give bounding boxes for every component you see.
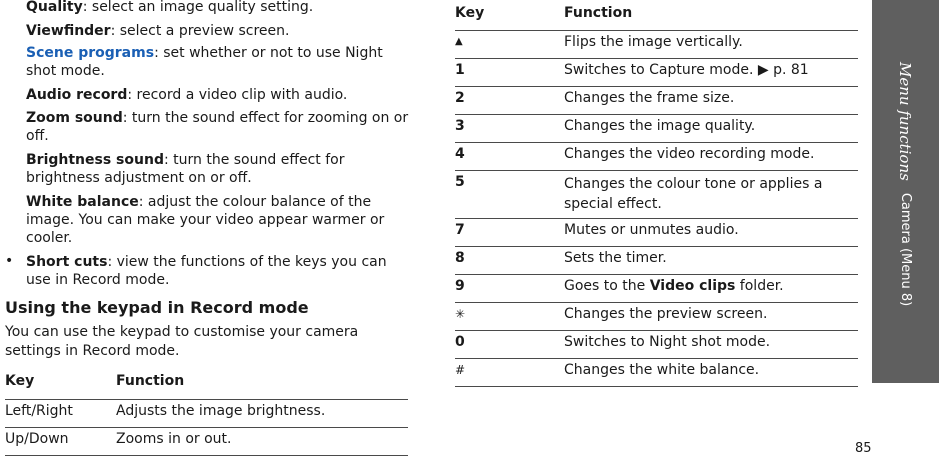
row-function: Changes the image quality. (564, 117, 756, 134)
table-row (455, 246, 858, 274)
sidebar-label (872, 0, 939, 383)
table-row (455, 86, 858, 114)
desc-quality: : select an image quality setting. (82, 0, 314, 15)
sidebar-subsection: Camera (Menu 8) (898, 192, 913, 307)
row-key: Left/Right (5, 402, 73, 419)
row-key: 8 (455, 249, 465, 266)
term-short-cuts: Short cuts (26, 254, 108, 270)
row-function: Changes the colour tone or applies a special effect. (564, 175, 823, 212)
desc-short-cuts: : view the functions of the keys you can use in Record mode. (26, 254, 387, 288)
table-right-header (455, 2, 858, 30)
row-function: Adjusts the image brightness. (116, 402, 326, 419)
desc-brightness-sound: : turn the sound effect for brightness adjustment on or off. (26, 152, 345, 186)
intro-paragraph: You can use the keypad to customise your camera settings in Record mode. (5, 324, 359, 359)
item-white-balance (26, 193, 411, 247)
hash-icon: # (455, 362, 466, 377)
bullet-icon: • (5, 253, 14, 269)
row-key: 9 (455, 277, 465, 294)
header-function: Function (564, 5, 633, 21)
desc-audio-record: : record a video clip with audio. (127, 87, 348, 103)
term-quality: Quality (26, 0, 83, 15)
term-scene-programs: Scene programs (26, 45, 155, 61)
table-row (455, 302, 858, 330)
item-scene-programs (26, 44, 411, 80)
row-key: 7 (455, 221, 465, 238)
table-row (455, 170, 858, 218)
table-row (455, 218, 858, 246)
table-row (455, 274, 858, 302)
row-key: 4 (455, 145, 465, 162)
row-function-after: folder. (735, 277, 784, 294)
table-right (455, 2, 858, 387)
term-white-balance: White balance (26, 194, 139, 210)
chapter-sidebar (872, 0, 939, 383)
table-row (455, 142, 858, 170)
item-quality (26, 0, 411, 16)
row-key: 0 (455, 333, 465, 350)
table-row (455, 330, 858, 358)
desc-scene-programs: : set whether or not to use Night shot mode. (26, 45, 383, 79)
table-row (5, 399, 408, 427)
header-key: Key (5, 373, 35, 389)
row-function: Mutes or unmutes audio. (564, 221, 739, 238)
item-zoom-sound (26, 109, 411, 145)
row-function: Flips the image vertically. (564, 33, 743, 50)
table-left (5, 370, 408, 456)
up-arrow-icon: ▲ (455, 35, 463, 47)
term-zoom-sound: Zoom sound (26, 110, 123, 126)
header-function: Function (116, 373, 185, 389)
item-brightness-sound (26, 151, 411, 187)
row-key: 3 (455, 117, 465, 134)
row-function: Changes the white balance. (564, 361, 760, 378)
item-audio-record (26, 86, 411, 104)
section-heading: Using the keypad in Record mode (5, 298, 309, 317)
row-key: Up/Down (5, 430, 69, 447)
desc-zoom-sound: : turn the sound effect for zooming on or off. (26, 110, 409, 144)
row-function: Changes the video recording mode. (564, 145, 815, 162)
row-function: Zooms in or out. (116, 430, 232, 447)
table-row (455, 114, 858, 142)
page-number: 85 (855, 441, 872, 456)
table-row (5, 427, 408, 455)
row-function: Switches to Night shot mode. (564, 333, 771, 350)
term-audio-record: Audio record (26, 87, 128, 103)
asterisk-icon: ✳ (455, 306, 466, 321)
row-function: Switches to Capture mode. ▶ p. 81 (564, 61, 809, 78)
row-key: 2 (455, 89, 465, 106)
item-short-cuts (26, 253, 411, 289)
item-viewfinder (26, 22, 411, 40)
row-function: Changes the preview screen. (564, 305, 768, 322)
row-function-text: Goes to the (564, 277, 650, 294)
term-brightness-sound: Brightness sound (26, 152, 164, 168)
header-key: Key (455, 5, 485, 21)
table-row (455, 358, 858, 386)
table-row (455, 30, 858, 58)
desc-white-balance: : adjust the colour balance of the image. You can make your video appear warmer or cooler. (26, 194, 385, 246)
sidebar-section: Menu functions (896, 62, 915, 181)
desc-viewfinder: : select a preview screen. (110, 23, 290, 39)
row-key: 5 (455, 173, 465, 190)
row-function-bold: Video clips (649, 277, 736, 294)
term-viewfinder: Viewfinder (26, 23, 111, 39)
row-function: Changes the frame size. (564, 89, 735, 106)
row-function: Sets the timer. (564, 249, 667, 266)
table-left-header (5, 370, 408, 399)
row-key: 1 (455, 61, 465, 78)
table-row (455, 58, 858, 86)
row-function (564, 274, 858, 302)
